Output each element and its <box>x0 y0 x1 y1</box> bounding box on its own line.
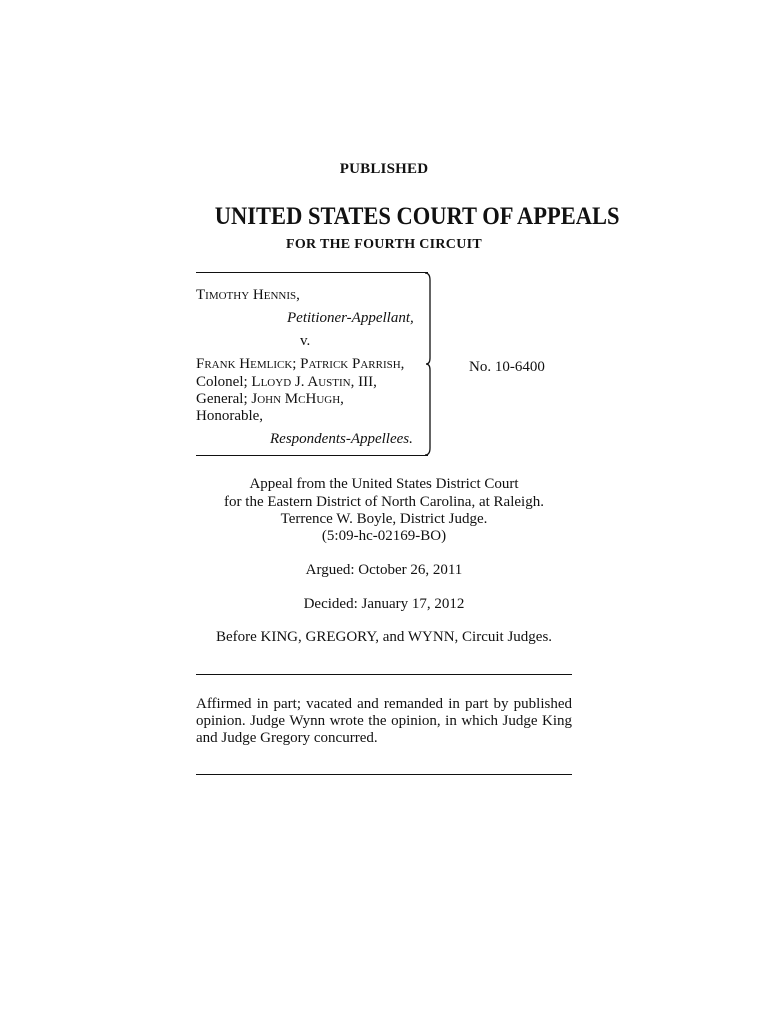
respondents-line-4: Honorable, <box>196 408 264 424</box>
published-label: PUBLISHED <box>339 161 429 177</box>
decided-date: Decided: January 17, 2012 <box>303 596 465 612</box>
respondent-text: Colonel; <box>196 374 252 390</box>
caption-top-rule <box>196 272 428 273</box>
petitioner-role: Petitioner-Appellant, <box>287 310 414 326</box>
respondent-text: General; <box>196 391 252 407</box>
argued-date: Argued: October 26, 2011 <box>305 562 463 578</box>
disposition-text: Affirmed in part; vacated and remanded in part by published opinion. Judge Wynn wrote the opinion, in which Judge King and Judge Gregory concurred. <box>196 696 572 746</box>
appeal-line-1: Appeal from the United States District Court <box>249 476 519 492</box>
caption-brace <box>424 272 438 456</box>
respondent-role: Respondents-Appellees. <box>270 431 413 447</box>
caption-bottom-rule <box>196 455 428 456</box>
respondent-name: John McHugh, <box>251 391 344 407</box>
respondents-line-1: Frank Hemlick; Patrick Parrish, <box>196 356 405 372</box>
versus-label: v. <box>300 333 311 349</box>
appeal-line-4: (5:09-hc-02169-BO) <box>321 528 447 544</box>
court-title: UNITED STATES COURT OF APPEALS <box>214 203 620 230</box>
appeal-line-2: for the Eastern District of North Carolina, at Raleigh. <box>224 494 544 510</box>
respondent-name: Lloyd J. Austin, <box>251 374 355 390</box>
disposition-bottom-rule <box>196 774 572 775</box>
panel-judges: Before KING, GREGORY, and WYNN, Circuit Judges. <box>215 629 553 645</box>
circuit-subtitle: FOR THE FOURTH CIRCUIT <box>285 237 483 252</box>
respondents-line-2 <box>196 374 377 391</box>
petitioner-name: Timothy Hennis, <box>196 287 300 303</box>
disposition-top-rule <box>196 674 572 675</box>
respondents-line-3 <box>196 391 344 408</box>
respondent-text: III, <box>354 374 377 390</box>
case-number: No. 10-6400 <box>469 359 545 375</box>
appeal-line-3: Terrence W. Boyle, District Judge. <box>280 511 488 527</box>
